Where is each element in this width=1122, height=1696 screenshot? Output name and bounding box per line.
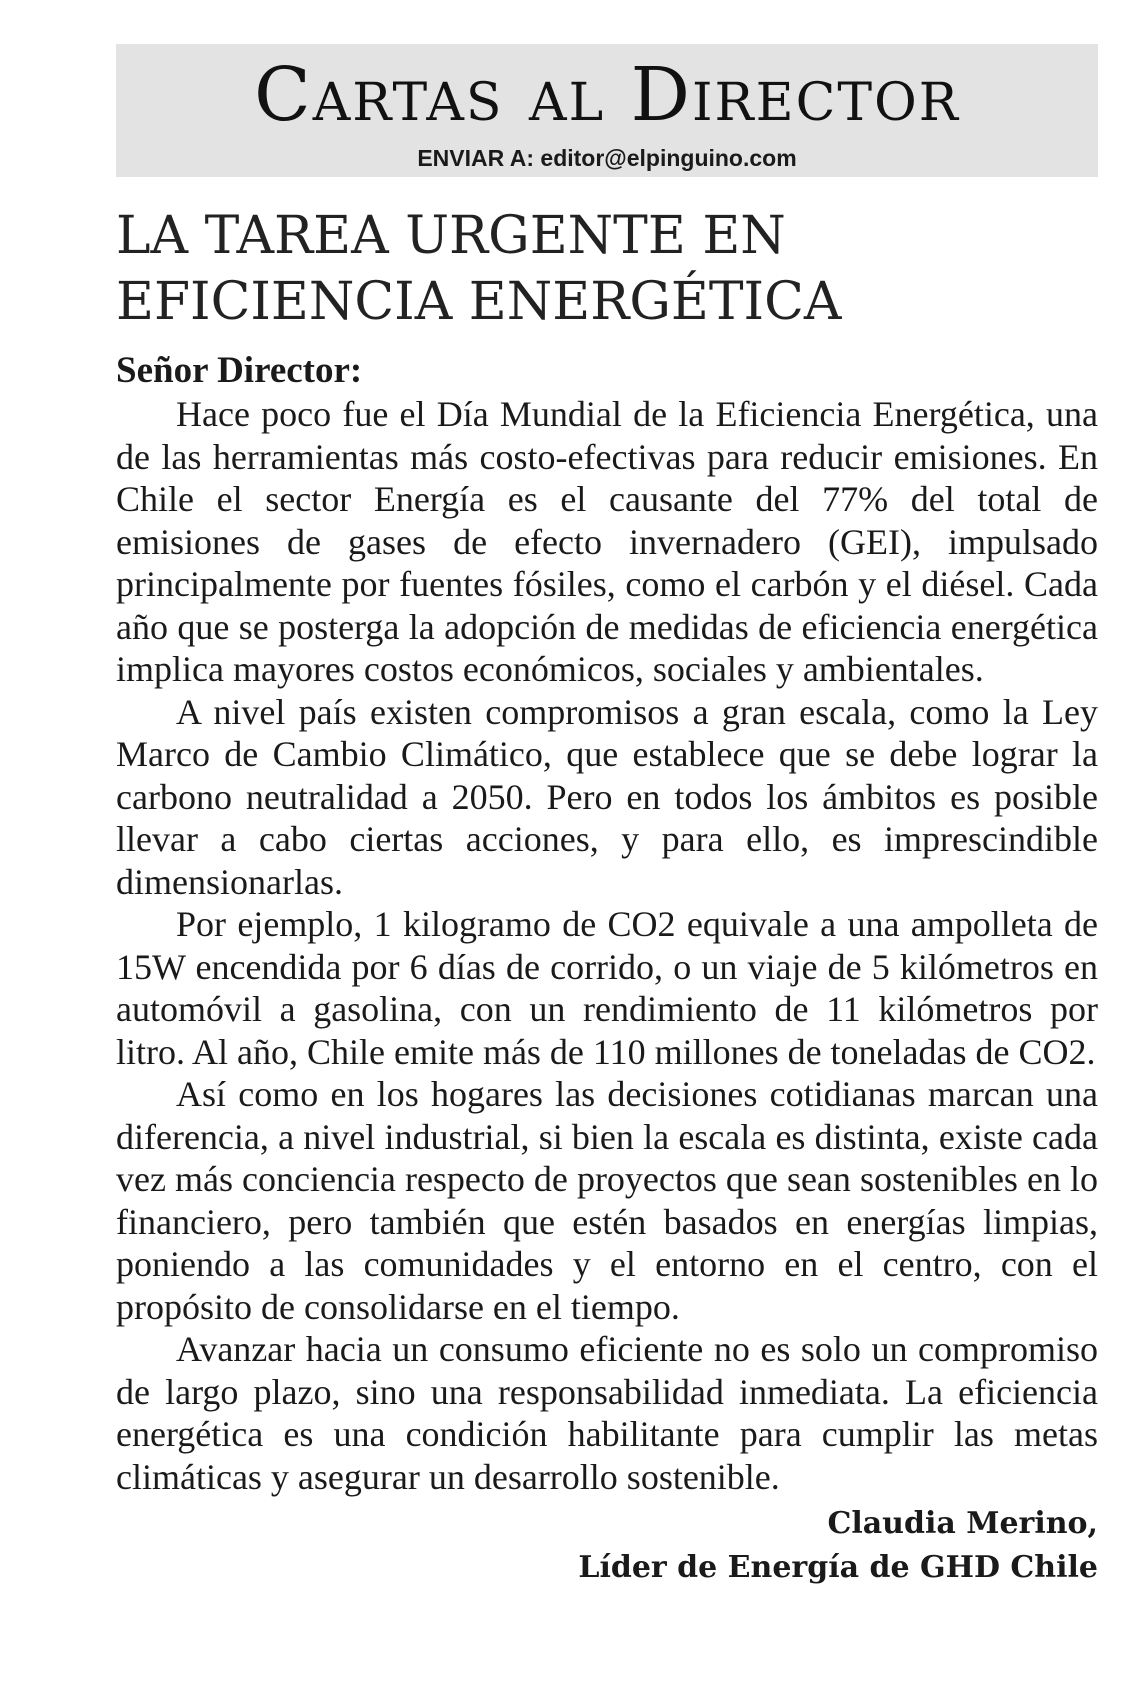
salutation: Señor Director: — [116, 350, 363, 391]
letter-headline: LA TAREA URGENTE EN EFICIENCIA ENERGÉTICA — [116, 206, 842, 332]
paragraph: A nivel país existen compromisos a gran escala, como la Ley Marco de Cambio Climático, que establece que se debe lograr la carbono neutralidad a 2050. Pero en todos los ámbitos es posible llevar a cabo ciertas acciones, y para ello, es imprescindible dimensionarlas. — [116, 691, 1098, 902]
send-to-email: ENVIAR A: editor@elpinguino.com — [417, 145, 797, 171]
letter-body — [116, 393, 1098, 1498]
paragraph: Así como en los hogares las decisiones cotidianas marcan una diferencia, a nivel industrial, si bien la escala es distinta, existe cada vez más conciencia respecto de proyectos que sean sostenibles en lo financiero, pero también que estén basados en energías limpias, poniendo a las comunidades y el entorno en el centro, con el propósito de consolidarse en el tiempo. — [116, 1074, 1098, 1327]
paragraph: Hace poco fue el Día Mundial de la Eficiencia Energética, una de las herramientas más costo-efectivas para reducir emisiones. En Chile el sector Energía es el causante del 77% del total de emisiones de gases de efecto invernadero (GEI), impulsado principalmente por fuentes fósiles, como el carbón y el diésel. Cada año que se posterga la adopción de medidas de eficiencia energética implica mayores costos económicos, sociales y ambientales. — [116, 394, 1098, 689]
paragraph: Avanzar hacia un consumo eficiente no es solo un compromiso de largo plazo, sino una responsabilidad inmediata. La eficiencia energética es una condición habilitante para cumplir las metas climáticas y asegurar un desarrollo sostenible. — [116, 1329, 1098, 1497]
signature-name: Claudia Merino, — [827, 1506, 1098, 1541]
letters-column — [116, 44, 1098, 1590]
signature — [116, 1502, 1098, 1590]
section-title: Cartas al Director — [254, 52, 960, 138]
signature-role: Líder de Energía de GHD Chile — [578, 1550, 1098, 1585]
paragraph: Por ejemplo, 1 kilogramo de CO2 equivale a una ampolleta de 15W encendida por 6 días de corrido, o un viaje de 5 kilómetros en automóvil a gasolina, con un rendimiento de 11 kilómetros por litro. Al año, Chile emite más de 110 millones de toneladas de CO2. — [116, 904, 1098, 1072]
section-masthead — [116, 44, 1098, 177]
